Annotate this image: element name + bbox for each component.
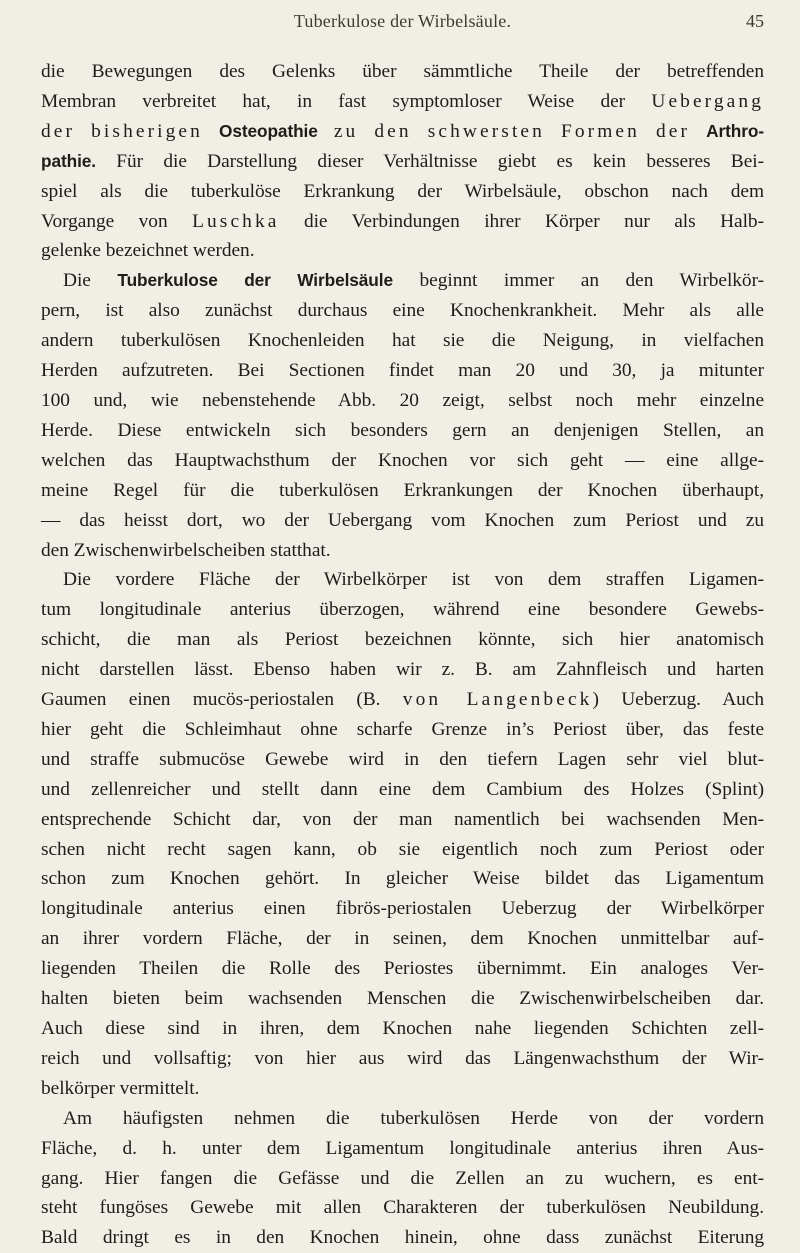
text-run: Herde. Diese entwickeln sich besonders gern an denjenigen Stellen, an xyxy=(41,419,764,441)
running-title: Tuberkulose der Wirbelsäule. xyxy=(293,11,512,31)
paragraph xyxy=(41,565,764,1103)
text-run: schen nicht recht sagen kann, ob sie eigentlich noch zum Periost oder xyxy=(41,838,764,860)
text-line xyxy=(41,446,764,476)
text-run: Herden aufzutreten. Bei Sectionen findet man 20 und 30, ja mitunter xyxy=(41,360,764,382)
text-run: den Zwischenwirbelscheiben statthat. xyxy=(41,539,331,561)
page-number: 45 xyxy=(746,11,764,31)
text-run: gang. Hier fangen die Gefässe und die Zellen an zu wuchern, es ent- xyxy=(41,1167,764,1189)
text-run: Die vordere Fläche der Wirbelkörper ist von dem straffen Ligamen- xyxy=(63,569,764,591)
text-line xyxy=(41,326,764,356)
text-run: an ihrer vordern Fläche, der in seinen, dem Knochen unmittelbar auf- xyxy=(41,928,764,950)
text-line xyxy=(41,356,764,386)
text-run: Bald dringt es in den Knochen hinein, ohne dass zunächst Eiterung xyxy=(41,1227,764,1249)
text-line xyxy=(41,715,764,745)
paragraph xyxy=(41,57,764,266)
text-run: liegenden Theilen die Rolle des Periostes übernimmt. Ein analoges Ver- xyxy=(41,958,764,980)
text-line xyxy=(41,1223,764,1253)
text-run: Fläche, d. h. unter dem Ligamentum longitudinale anterius ihren Aus- xyxy=(41,1137,764,1159)
text-line xyxy=(41,954,764,984)
text-line xyxy=(41,57,764,87)
text-run: ) Ueberzug. Auch xyxy=(592,689,765,711)
text-line xyxy=(41,147,764,177)
bold-term: pathie. xyxy=(41,150,96,171)
text-run: spiel als die tuberkulöse Erkrankung der Wirbelsäule, obschon nach dem xyxy=(41,180,764,202)
text-run: beginnt immer an den Wirbelkör- xyxy=(392,270,765,292)
text-line xyxy=(41,805,764,835)
text-run: Am häufigsten nehmen die tuberkulösen Herde von der vordern xyxy=(63,1107,764,1129)
bold-term: Arthro- xyxy=(706,120,764,141)
text-line xyxy=(41,536,764,566)
bold-term: Tuberkulose der Wirbelsäule xyxy=(117,270,393,291)
text-run: andern tuberkulösen Knochenleiden hat sie die Neigung, in vielfachen xyxy=(41,330,764,352)
bold-term: Osteopathie xyxy=(219,120,318,141)
text-run: Für die Darstellung dieser Verhältnisse giebt es kein besseres Bei- xyxy=(96,150,764,172)
text-run: und zellenreicher und stellt dann eine dem Cambium des Holzes (Splint) xyxy=(41,778,764,800)
text-run: die Verbindungen ihrer Körper nur als Halb- xyxy=(279,210,764,232)
text-run: welchen das Hauptwachsthum der Knochen vor sich geht — eine allge- xyxy=(41,449,764,471)
text-line xyxy=(41,835,764,865)
text-run: Die xyxy=(63,270,118,292)
spaced-emphasis: Luschka xyxy=(192,210,280,232)
text-line xyxy=(41,864,764,894)
text-line xyxy=(41,894,764,924)
text-line xyxy=(41,595,764,625)
text-run: meine Regel für die tuberkulösen Erkrankungen der Knochen überhaupt, xyxy=(41,479,764,501)
spaced-emphasis: der bisherigen xyxy=(41,120,219,142)
running-head xyxy=(41,10,764,40)
spaced-emphasis: zu den schwersten Formen der xyxy=(317,120,707,142)
text-run: tum longitudinale anterius überzogen, während eine besondere Gewebs- xyxy=(41,599,764,621)
text-run: pern, ist also zunächst durchaus eine Knochenkrankheit. Mehr als alle xyxy=(41,300,764,322)
text-line xyxy=(41,87,764,117)
text-run: reich und vollsaftig; von hier aus wird das Längenwachsthum der Wir- xyxy=(41,1047,764,1069)
body-text xyxy=(41,57,764,1253)
text-run: — das heisst dort, wo der Uebergang vom Knochen zum Periost und zu xyxy=(41,509,764,531)
text-line xyxy=(41,1193,764,1223)
text-run: Gaumen einen mucös-periostalen (B. xyxy=(41,689,403,711)
text-line xyxy=(41,506,764,536)
spaced-emphasis: Uebergang xyxy=(651,90,764,112)
text-line xyxy=(41,236,764,266)
paragraph xyxy=(41,266,764,565)
text-line xyxy=(41,416,764,446)
text-run: nicht darstellen lässt. Ebenso haben wir z. B. am Zahnfleisch und harten xyxy=(41,659,764,681)
spaced-emphasis: von Langenbeck xyxy=(402,689,593,711)
text-run: schon zum Knochen gehört. In gleicher Weise bildet das Ligamentum xyxy=(41,868,764,890)
text-line xyxy=(41,207,764,237)
text-line xyxy=(41,1104,764,1134)
text-line xyxy=(41,924,764,954)
text-line xyxy=(41,745,764,775)
text-line xyxy=(41,266,764,296)
text-run: 100 und, wie nebenstehende Abb. 20 zeigt, selbst noch mehr einzelne xyxy=(41,389,764,411)
text-line xyxy=(41,565,764,595)
text-line xyxy=(41,117,764,147)
paragraph xyxy=(41,1104,764,1253)
text-line xyxy=(41,685,764,715)
text-run: schicht, die man als Periost bezeichnen könnte, sich hier anatomisch xyxy=(41,629,764,651)
text-line xyxy=(41,476,764,506)
text-run: steht fungöses Gewebe mit allen Charakteren der tuberkulösen Neubildung. xyxy=(41,1197,764,1219)
text-run: belkörper vermittelt. xyxy=(41,1077,200,1099)
text-run: Membran verbreitet hat, in fast symptomloser Weise der xyxy=(41,90,652,112)
text-line xyxy=(41,1074,764,1104)
text-line xyxy=(41,177,764,207)
text-line xyxy=(41,386,764,416)
text-run: und straffe submucöse Gewebe wird in den tiefern Lagen sehr viel blut- xyxy=(41,748,764,770)
text-run: entsprechende Schicht dar, von der man namentlich bei wachsenden Men- xyxy=(41,808,764,830)
text-run: die Bewegungen des Gelenks über sämmtliche Theile der betreffenden xyxy=(41,61,764,82)
text-run: Vorgange von xyxy=(41,210,193,232)
text-line xyxy=(41,655,764,685)
text-run: gelenke bezeichnet werden. xyxy=(41,240,255,262)
text-line xyxy=(41,1164,764,1194)
text-run: halten bieten beim wachsenden Menschen die Zwischenwirbelscheiben dar. xyxy=(41,988,764,1010)
text-run: hier geht die Schleimhaut ohne scharfe Grenze in’s Periost über, das feste xyxy=(41,718,764,740)
text-run: longitudinale anterius einen fibrös-periostalen Ueberzug der Wirbelkörper xyxy=(41,898,764,920)
text-line xyxy=(41,775,764,805)
text-line xyxy=(41,1014,764,1044)
text-line xyxy=(41,296,764,326)
text-run: Auch diese sind in ihren, dem Knochen nahe liegenden Schichten zell- xyxy=(41,1018,764,1039)
text-line xyxy=(41,1044,764,1074)
text-line xyxy=(41,1134,764,1164)
text-line xyxy=(41,984,764,1014)
text-line xyxy=(41,625,764,655)
